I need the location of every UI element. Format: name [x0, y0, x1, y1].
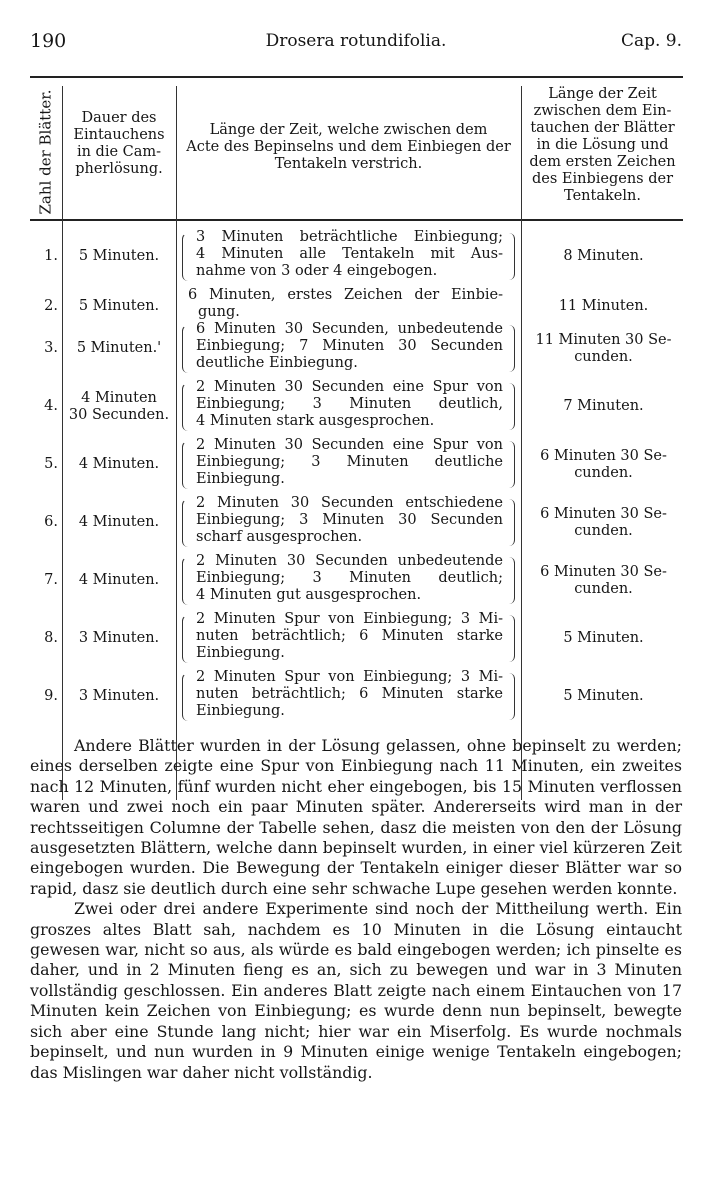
row-number: 8.: [44, 630, 58, 646]
cell-line: 8 Minuten.: [563, 248, 644, 264]
immersion-duration: [64, 572, 174, 589]
header-line: Länge der Zeit: [548, 86, 657, 102]
brushing-interval: [182, 437, 515, 492]
cell-line: 2 Minuten 30 Secunden eine Spur von: [196, 437, 503, 453]
header-leaf-number: Zahl der Blätter.: [36, 89, 54, 215]
header-line: Eintauchens: [73, 127, 165, 143]
cell-line: 6 Minuten 30 Se-: [540, 505, 667, 522]
header-line: in die Lösung und: [536, 137, 669, 153]
brushing-interval: [182, 611, 515, 666]
cell-line: Einbiegung.: [196, 645, 285, 661]
cell-line: Einbiegung; 3 Minuten deutliche: [196, 454, 503, 470]
row-number: 2.: [44, 297, 58, 314]
cell-line: 2 Minuten 30 Secunden eine Spur von: [196, 379, 503, 395]
time-to-first-sign: [524, 688, 683, 705]
cell-line: Einbiegung.: [196, 703, 285, 719]
cell-line: gung.: [198, 304, 240, 320]
header-line: zwischen dem Ein-: [533, 103, 672, 119]
immersion-duration: [64, 340, 174, 357]
cell-line: cunden.: [574, 464, 633, 481]
time-to-first-sign: [524, 448, 683, 482]
running-title: Drosera rotundifolia.: [265, 31, 447, 51]
row-number: 4.: [44, 398, 58, 414]
header-line: Tentakeln verstrich.: [274, 156, 423, 172]
brushing-text: [196, 669, 503, 720]
brushing-text: [196, 321, 503, 372]
left-brace: [182, 441, 188, 489]
time-to-first-sign: [524, 298, 683, 315]
cell-line: cunden.: [574, 348, 633, 365]
cell-line: 6 Minuten 30 Secunden, unbedeutende: [196, 321, 503, 337]
table-row: [30, 321, 683, 376]
cell-line: 4 Minuten stark ausgesprochen.: [196, 413, 435, 429]
right-brace: [509, 233, 515, 280]
header-line: Dauer des: [81, 110, 157, 126]
cell-line: 3 Minuten.: [78, 688, 160, 704]
right-brace: [509, 499, 515, 546]
header-line: dem ersten Zeichen: [529, 154, 676, 170]
time-to-first-sign: [524, 332, 683, 366]
table-header-rule: [30, 219, 683, 221]
immersion-duration: [64, 630, 174, 647]
header-line: Länge der Zeit, welche zwischen dem: [209, 122, 488, 138]
row-number: 6.: [44, 514, 58, 530]
left-brace: [182, 383, 188, 431]
header-line: des Einbiegens der: [531, 171, 674, 187]
table-top-rule: [30, 76, 683, 78]
cell-line: 4 Minuten alle Tentakeln mit Aus-: [196, 246, 503, 262]
right-brace: [509, 441, 515, 488]
cell-line: Einbiegung; 7 Minuten 30 Secunden: [196, 338, 503, 354]
cell-line: 5 Minuten.: [78, 248, 160, 264]
brushing-interval: [182, 287, 515, 325]
table-row: [30, 437, 683, 492]
brushing-interval: [182, 553, 515, 608]
brushing-interval: [182, 669, 515, 724]
page-header: [30, 30, 682, 56]
cell-line: Einbiegung.: [196, 471, 285, 487]
cell-line: 4 Minuten.: [78, 514, 160, 530]
brushing-text: [196, 229, 503, 280]
right-brace: [509, 383, 515, 430]
brushing-text: [196, 437, 503, 488]
table-row: [30, 379, 683, 434]
header-line: Acte des Bepinselns und dem Einbiegen der: [186, 139, 511, 155]
table-row: [30, 611, 683, 666]
cell-line: deutliche Einbiegung.: [196, 355, 358, 371]
right-brace: [509, 325, 515, 372]
left-brace: [182, 673, 188, 721]
row-number: 9.: [44, 688, 58, 704]
table-row: [30, 287, 683, 325]
brushing-interval: [182, 229, 515, 284]
cell-line: 11 Minuten 30 Se-: [535, 331, 672, 348]
time-to-first-sign: [524, 248, 683, 265]
header-brushing-interval: [177, 122, 520, 173]
cell-line: nahme von 3 oder 4 eingebogen.: [196, 263, 438, 279]
header-line: in die Cam-: [76, 144, 162, 160]
brushing-interval: [182, 495, 515, 550]
time-to-first-sign: [524, 506, 683, 540]
immersion-duration: [64, 688, 174, 705]
chapter-label: Cap. 9.: [620, 31, 682, 51]
cell-line: 11 Minuten.: [558, 297, 649, 314]
cell-line: nuten beträchtlich; 6 Minuten starke: [196, 628, 503, 644]
brushing-interval: [182, 321, 515, 376]
header-time-to-first-sign: [522, 86, 683, 205]
cell-line: cunden.: [574, 522, 633, 539]
brushing-text: [196, 495, 503, 546]
brushing-text: [196, 611, 503, 662]
header-line: Tentakeln.: [564, 188, 641, 204]
header-line: pherlösung.: [75, 161, 163, 177]
brushing-text: [196, 553, 503, 604]
brushing-text: [188, 287, 503, 321]
table-row: [30, 669, 683, 724]
immersion-duration: [64, 298, 174, 315]
table-row: [30, 553, 683, 608]
cell-line: scharf ausgesprochen.: [196, 529, 363, 545]
cell-line: 2 Minuten 30 Secunden entschiedene: [196, 495, 503, 511]
cell-line: Einbiegung; 3 Minuten deutlich,: [196, 396, 503, 412]
paragraph: Zwei oder drei andere Experimente sind noch der Mittheilung werth. Ein groszes altes Blatt sah, nachdem es 10 Minuten in die Lösung eintaucht gewesen war, nicht so aus, als würde es bald eingebogen werden; ich pinselte es daher, und in 2 Minuten fieng es an, sich zu bewegen und war in 3 Minuten vollständig geschlossen. Ein anderes Blatt zeigte nach einem Eintauchen von 17 Minuten kein Zeichen von Einbiegung; es wurde denn nun bepinselt, bewegte sich aber eine Stunde lang nicht; hier war ein Miserfolg. Es wurde nochmals bepinselt, und nun wurden in 9 Minuten einige wenige Tentakeln eingebogen; das Mislingen war daher nicht vollständig.: [30, 899, 682, 1082]
cell-line: nuten beträchtlich; 6 Minuten starke: [196, 686, 503, 702]
right-brace: [509, 615, 515, 662]
cell-line: 30 Secunden.: [68, 406, 170, 423]
left-brace: [182, 615, 188, 663]
immersion-duration: [64, 390, 174, 424]
cell-line: 2 Minuten Spur von Einbiegung; 3 Mi-: [196, 669, 503, 685]
paragraph: Andere Blätter wurden in der Lösung gelassen, ohne bepinselt zu werden; eines derselben zeigte eine Spur von Einbiegung nach 11 Minuten, ein zweites nach 12 Minuten, fünf wurden nicht eher eingebogen, bis 15 Minuten verflossen waren und zwei noch ein paar Minuten später. Andererseits wird man in der rechtsseitigen Columne der Tabelle sehen, dasz die meisten von den der Lösung ausgesetzten Blättern, welche dann bepinselt wurden, in einer viel kürzeren Zeit eingebogen wurden. Die Bewegung der Tentakeln einiger dieser Blätter war so rapid, dasz sie deutlich durch eine sehr schwache Lupe gesehen werden konnte.: [30, 736, 682, 898]
page-number: 190: [30, 30, 67, 52]
cell-line: cunden.: [574, 580, 633, 597]
cell-line: 5 Minuten.: [563, 630, 644, 646]
cell-line: 5 Minuten.': [76, 340, 162, 356]
cell-line: 3 Minuten beträchtliche Einbiegung;: [196, 229, 503, 245]
immersion-duration: [64, 456, 174, 473]
cell-line: 7 Minuten.: [563, 398, 644, 414]
immersion-duration: [64, 248, 174, 265]
cell-line: 2 Minuten Spur von Einbiegung; 3 Mi-: [196, 611, 503, 627]
right-brace: [509, 673, 515, 720]
cell-line: 4 Minuten: [81, 389, 157, 406]
brushing-interval: [182, 379, 515, 434]
cell-line: Einbiegung; 3 Minuten 30 Secunden: [196, 512, 503, 528]
right-brace: [509, 557, 515, 604]
header-line: tauchen der Blätter: [530, 120, 675, 136]
cell-line: 4 Minuten gut ausgesprochen.: [196, 587, 422, 603]
left-brace: [182, 233, 188, 281]
body-text: [30, 736, 682, 1083]
cell-line: 6 Minuten 30 Se-: [540, 563, 667, 580]
table-row: [30, 229, 683, 284]
cell-line: 6 Minuten 30 Se-: [540, 447, 667, 464]
left-brace: [182, 557, 188, 605]
cell-line: 5 Minuten.: [563, 688, 644, 704]
cell-line: Einbiegung; 3 Minuten deutlich;: [196, 570, 503, 586]
immersion-duration: [64, 514, 174, 531]
row-number: 3.: [44, 340, 58, 356]
row-number: 7.: [44, 572, 58, 588]
cell-line: 3 Minuten.: [78, 630, 160, 646]
row-number: 1.: [44, 248, 58, 264]
cell-line: 4 Minuten.: [78, 456, 160, 472]
header-immersion-duration: [63, 110, 175, 178]
left-brace: [182, 325, 188, 373]
left-brace: [182, 499, 188, 547]
cell-line: 4 Minuten.: [78, 572, 160, 588]
row-number: 5.: [44, 456, 58, 472]
cell-line: 2 Minuten 30 Secunden unbedeutende: [196, 553, 503, 569]
brushing-text: [196, 379, 503, 430]
cell-line: 5 Minuten.: [78, 297, 160, 314]
time-to-first-sign: [524, 564, 683, 598]
time-to-first-sign: [524, 630, 683, 647]
cell-line: 6 Minuten, erstes Zeichen der Einbie-: [188, 287, 503, 303]
time-to-first-sign: [524, 398, 683, 415]
table-row: [30, 495, 683, 550]
